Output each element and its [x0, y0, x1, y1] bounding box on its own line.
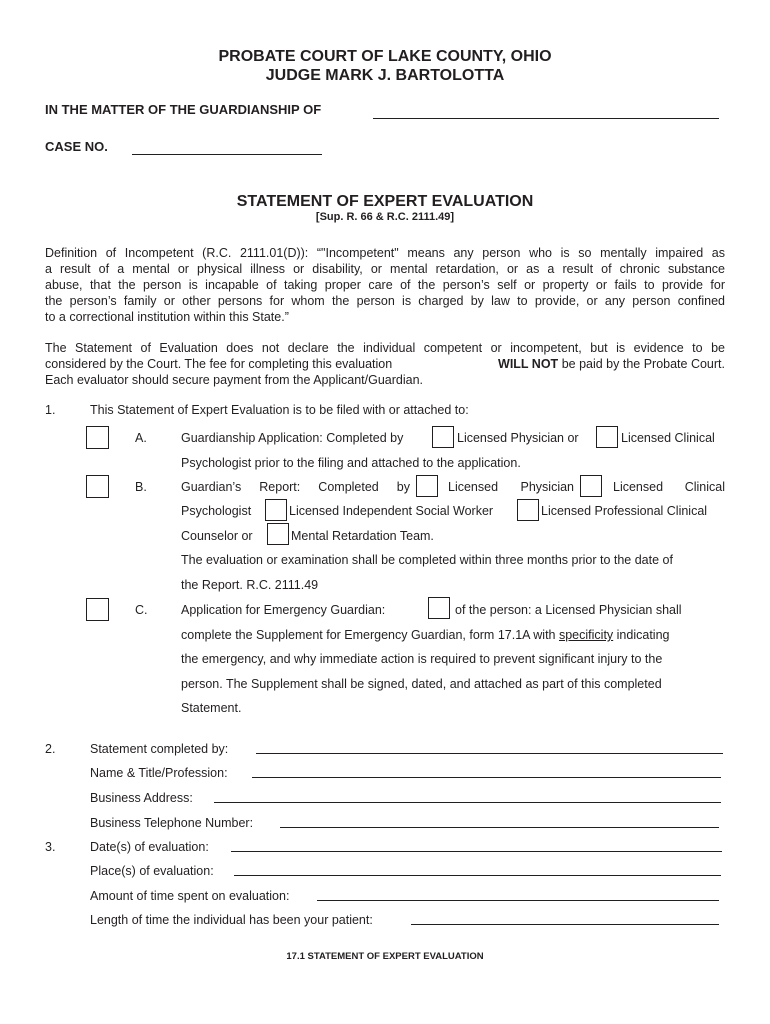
- word: Licensed: [613, 480, 664, 494]
- definition-line: the person’s family or other persons for whom the person is charged by law to provide, or any person confined: [45, 294, 725, 308]
- form-title: STATEMENT OF EXPERT EVALUATION: [236, 193, 534, 210]
- checkbox-b-licensed-physician[interactable]: [416, 475, 438, 497]
- option-a-text-line2: Psychologist prior to the filing and attached to the application.: [181, 456, 521, 470]
- definition-line: abuse, that the person is incapable of taking proper care of the person’s self or property or fails to provide for: [45, 278, 725, 292]
- option-c-line5: Statement.: [181, 701, 242, 715]
- option-a-text: Guardianship Application: Completed by: [181, 431, 404, 445]
- checkbox-b-mental-retardation-team[interactable]: [267, 523, 289, 545]
- patient-duration-label: Length of time the individual has been your patient:: [90, 913, 373, 927]
- name-title-label: Name & Title/Profession:: [90, 766, 228, 780]
- text: indicating: [616, 628, 670, 642]
- business-address-field[interactable]: [214, 802, 721, 803]
- word: Completed: [318, 480, 379, 494]
- statement-completed-by-label: Statement completed by:: [90, 742, 229, 756]
- checkbox-b-licensed-clinical-psychologist[interactable]: [580, 475, 602, 497]
- statement-line: [45, 356, 725, 372]
- option-b-text: [181, 480, 410, 494]
- checkbox-a-licensed-physician[interactable]: [432, 426, 454, 448]
- text: complete the Supplement for Emergency Guardian, form 17.1A with: [181, 628, 556, 642]
- matter-label: IN THE MATTER OF THE GUARDIANSHIP OF: [45, 102, 322, 117]
- option-c-line3: the emergency, and why immediate action is required to prevent significant injury to the: [181, 652, 663, 666]
- option-b-psychologist-label: [613, 480, 725, 494]
- dates-of-evaluation-label: Date(s) of evaluation:: [90, 840, 209, 854]
- checkbox-guardianship-application[interactable]: [86, 426, 109, 449]
- word: by: [396, 480, 410, 494]
- business-telephone-label: Business Telephone Number:: [90, 816, 254, 830]
- dates-of-evaluation-field[interactable]: [231, 851, 722, 852]
- item-3-number: 3.: [45, 840, 56, 854]
- case-number-field[interactable]: [132, 154, 322, 155]
- option-b-team-label: Mental Retardation Team.: [291, 529, 434, 543]
- item-2-number: 2.: [45, 742, 56, 756]
- option-b-note-line2: the Report. R.C. 2111.49: [181, 578, 319, 592]
- word: Clinical: [684, 480, 725, 494]
- checkbox-emergency-guardian[interactable]: [86, 598, 109, 621]
- places-of-evaluation-field[interactable]: [234, 875, 721, 876]
- checkbox-b-licensed-professional-clinical-counselor[interactable]: [517, 499, 539, 521]
- will-not-emphasis: WILL NOT: [498, 357, 559, 371]
- option-b-counselor-label: Licensed Professional Clinical: [541, 504, 708, 518]
- option-c-line2: [181, 628, 669, 642]
- form-subtitle: [Sup. R. 66 & R.C. 2111.49]: [315, 211, 455, 223]
- option-b-counselor-word: Counselor or: [181, 529, 253, 543]
- name-title-field[interactable]: [252, 777, 721, 778]
- statement-paragraph: [45, 340, 725, 388]
- checkbox-a-licensed-clinical-psychologist[interactable]: [596, 426, 618, 448]
- item-1-number: 1.: [45, 403, 56, 417]
- statement-text: considered by the Court. The fee for completing this evaluation: [45, 357, 393, 371]
- case-label: CASE NO.: [45, 139, 108, 154]
- word: Physician: [520, 480, 574, 494]
- court-name: PROBATE COURT OF LAKE COUNTY, OHIO: [218, 48, 552, 65]
- patient-duration-field[interactable]: [411, 924, 719, 925]
- option-b-letter: B.: [135, 480, 147, 494]
- word: Licensed: [448, 480, 499, 494]
- judge-name: JUDGE MARK J. BARTOLOTTA: [265, 67, 505, 84]
- option-b-note: The evaluation or examination shall be completed within three months prior to the date of: [181, 553, 673, 567]
- option-b-physician-label: [448, 480, 574, 494]
- checkbox-guardians-report[interactable]: [86, 475, 109, 498]
- definition-line: Definition of Incompetent (R.C. 2111.01(D)): “"Incompetent" means any person who is so mentally impaired as: [45, 246, 725, 260]
- places-of-evaluation-label: Place(s) of evaluation:: [90, 864, 214, 878]
- option-b-social-worker-label: Licensed Independent Social Worker: [289, 504, 494, 518]
- option-c-letter: C.: [135, 603, 148, 617]
- option-a-letter: A.: [135, 431, 147, 445]
- statement-line: Each evaluator should secure payment from the Applicant/Guardian.: [45, 373, 423, 387]
- word: Guardian’s: [181, 480, 242, 494]
- option-a-physician-label: Licensed Physician or: [457, 431, 579, 445]
- option-c-text: Application for Emergency Guardian:: [181, 603, 386, 617]
- checkbox-c-of-the-person[interactable]: [428, 597, 450, 619]
- statement-completed-by-field[interactable]: [256, 753, 723, 754]
- time-spent-field[interactable]: [317, 900, 719, 901]
- time-spent-label: Amount of time spent on evaluation:: [90, 889, 290, 903]
- item-1-text: This Statement of Expert Evaluation is to be filed with or attached to:: [90, 403, 469, 417]
- guardianship-name-field[interactable]: [373, 118, 719, 119]
- definition-line: a result of a mental or physical illness or disability, or mental retardation, or as a result of chronic substance: [45, 262, 725, 276]
- option-a-psychologist-label: Licensed Clinical: [621, 431, 715, 445]
- option-b-psychologist-word: Psychologist: [181, 504, 252, 518]
- statement-text: be paid by the Probate Court.: [561, 357, 725, 371]
- business-address-label: Business Address:: [90, 791, 193, 805]
- specificity-underlined: specificity: [558, 628, 614, 642]
- business-telephone-field[interactable]: [280, 827, 719, 828]
- definition-paragraph: [45, 245, 725, 325]
- word: Report:: [259, 480, 301, 494]
- statement-line: The Statement of Evaluation does not declare the individual competent or incompetent, but is evidence to be: [45, 341, 725, 355]
- option-c-line4: person. The Supplement shall be signed, dated, and attached as part of this completed: [181, 677, 662, 691]
- form-footer: 17.1 STATEMENT OF EXPERT EVALUATION: [286, 951, 484, 962]
- definition-line: to a correctional institution within this State.”: [45, 310, 289, 324]
- checkbox-b-licensed-independent-social-worker[interactable]: [265, 499, 287, 521]
- option-c-text-cont: of the person: a Licensed Physician shall: [455, 603, 682, 617]
